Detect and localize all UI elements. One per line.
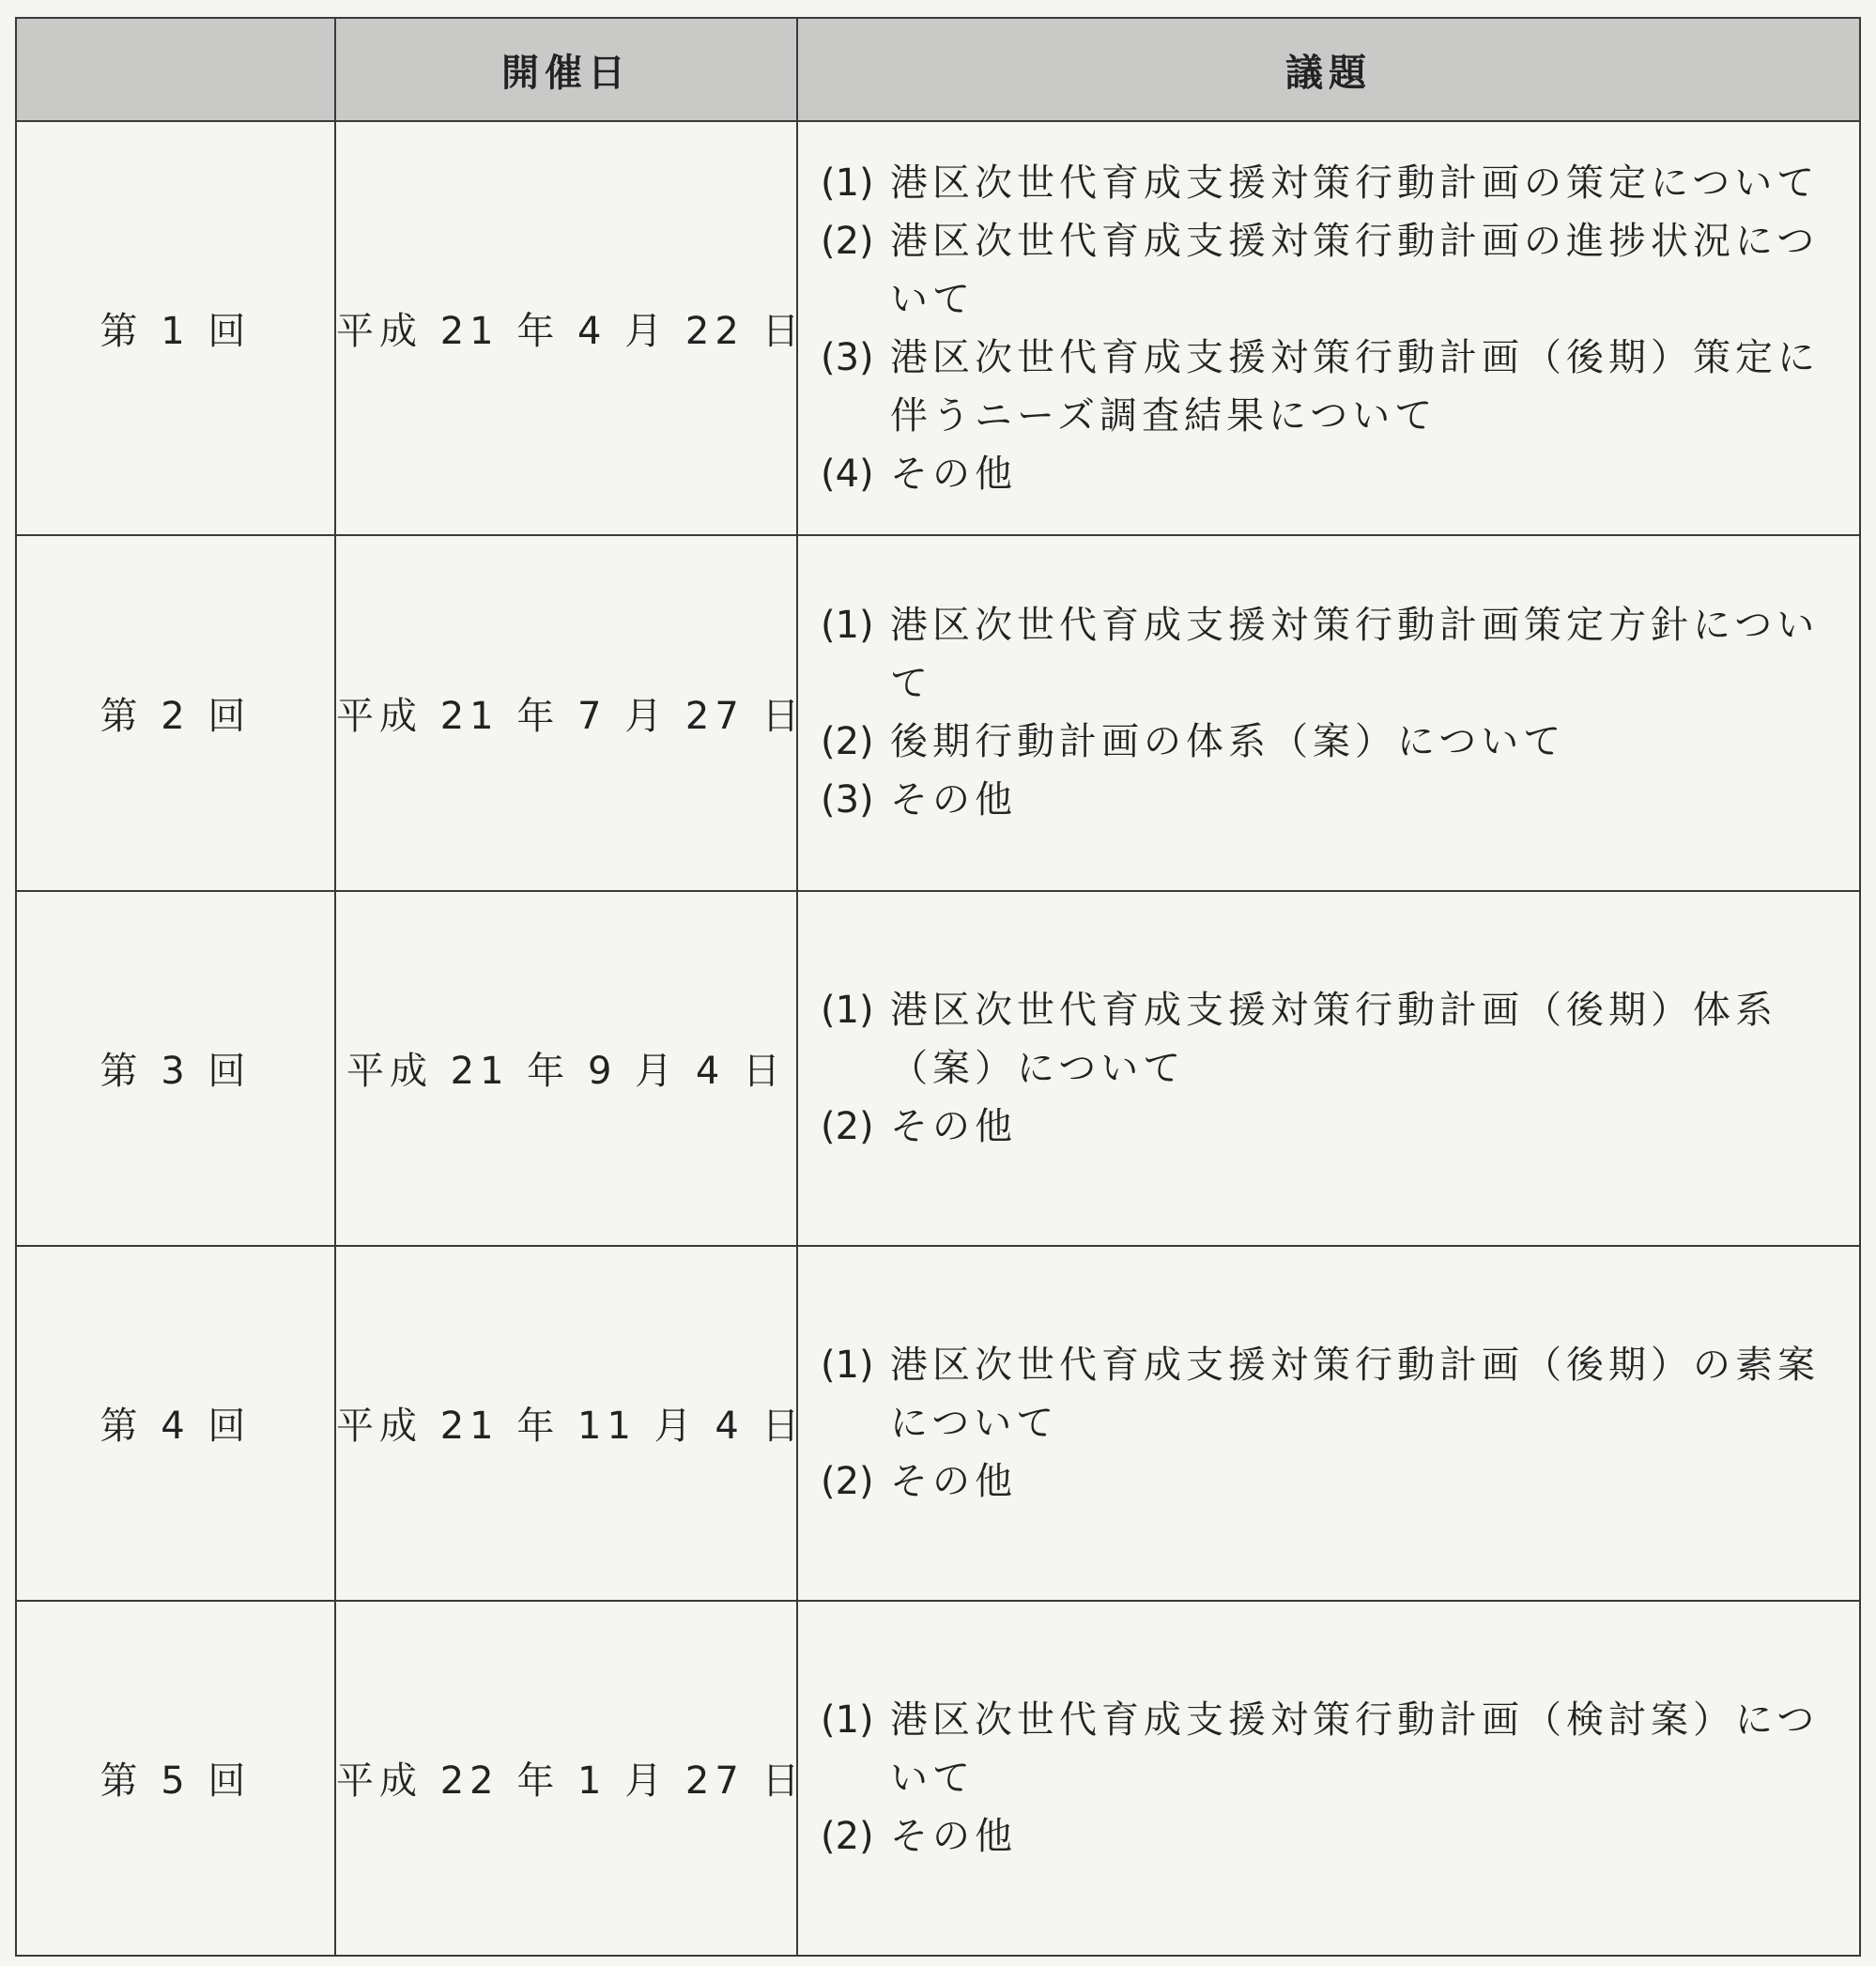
agenda-item-number: (2) [821, 720, 874, 764]
agenda-item [821, 771, 1842, 829]
date-cell: 平成 21 年 9 月 4 日 [335, 891, 797, 1246]
date-cell: 平成 22 年 1 月 27 日 [335, 1601, 797, 1956]
agenda-item-number: (3) [821, 335, 874, 379]
agenda-item-text: 港区次世代育成支援対策行動計画の進捗状況について [890, 219, 1820, 321]
agenda-item [821, 981, 1842, 1098]
agenda-cell [797, 1601, 1860, 1956]
table-row [16, 1246, 1860, 1601]
agenda-item-number: (2) [821, 1814, 874, 1858]
table-row [16, 535, 1860, 890]
agenda-item-text: その他 [890, 778, 1017, 822]
agenda-item-text: その他 [890, 1459, 1017, 1503]
agenda-item [821, 1098, 1842, 1156]
agenda-item-text: 後期行動計画の体系（案）について [890, 720, 1566, 764]
agenda-item [821, 1691, 1842, 1807]
session-cell: 第 1 回 [16, 121, 335, 535]
agenda-item [821, 212, 1842, 329]
agenda-item-text: 港区次世代育成支援対策行動計画の策定について [890, 161, 1820, 205]
agenda-cell [797, 121, 1860, 535]
agenda-item-number: (2) [821, 1459, 874, 1503]
agenda-list [821, 1691, 1842, 1866]
agenda-item-number: (1) [821, 604, 874, 648]
table-row [16, 891, 1860, 1246]
agenda-list [821, 1336, 1842, 1511]
header-date: 開催日 [335, 18, 797, 121]
table-row [16, 1601, 1860, 1956]
header-session [16, 18, 335, 121]
date-cell: 平成 21 年 7 月 27 日 [335, 535, 797, 890]
agenda-item [821, 1452, 1842, 1511]
agenda-item-text: 港区次世代育成支援対策行動計画（後期）の素案について [890, 1343, 1820, 1445]
agenda-cell [797, 1246, 1860, 1601]
agenda-cell [797, 891, 1860, 1246]
agenda-item [821, 1336, 1842, 1452]
header-agenda: 議題 [797, 18, 1860, 121]
agenda-list [821, 981, 1842, 1156]
agenda-item [821, 445, 1842, 503]
session-cell: 第 3 回 [16, 891, 335, 1246]
agenda-item-text: その他 [890, 452, 1017, 496]
session-cell: 第 5 回 [16, 1601, 335, 1956]
agenda-item-text: 港区次世代育成支援対策行動計画策定方針について [890, 604, 1820, 706]
date-cell: 平成 21 年 11 月 4 日 [335, 1246, 797, 1601]
agenda-item-number: (1) [821, 1343, 874, 1387]
agenda-item-text: その他 [890, 1104, 1017, 1148]
agenda-item [821, 329, 1842, 445]
session-cell: 第 4 回 [16, 1246, 335, 1601]
agenda-item [821, 596, 1842, 713]
agenda-item [821, 1807, 1842, 1866]
agenda-cell [797, 535, 1860, 890]
agenda-item-text: 港区次世代育成支援対策行動計画（検討案）について [890, 1697, 1820, 1800]
agenda-item-number: (1) [821, 1697, 874, 1742]
agenda-item-text: その他 [890, 1814, 1017, 1858]
date-cell: 平成 21 年 4 月 22 日 [335, 121, 797, 535]
agenda-item-text: 港区次世代育成支援対策行動計画（後期）策定に伴うニーズ調査結果について [890, 335, 1820, 438]
meeting-table-sheet [15, 17, 1859, 1957]
agenda-list [821, 154, 1842, 503]
agenda-item-number: (2) [821, 1104, 874, 1148]
session-cell: 第 2 回 [16, 535, 335, 890]
table-row [16, 121, 1860, 535]
agenda-item-number: (3) [821, 778, 874, 822]
agenda-list [821, 596, 1842, 829]
agenda-item-number: (1) [821, 161, 874, 205]
agenda-item-number: (2) [821, 219, 874, 263]
agenda-item-text: 港区次世代育成支援対策行動計画（後期）体系（案）について [890, 988, 1777, 1090]
agenda-item [821, 713, 1842, 771]
agenda-item [821, 154, 1842, 212]
agenda-item-number: (4) [821, 452, 874, 496]
meeting-schedule-table [15, 17, 1861, 1957]
agenda-item-number: (1) [821, 988, 874, 1032]
table-header-row [16, 18, 1860, 121]
